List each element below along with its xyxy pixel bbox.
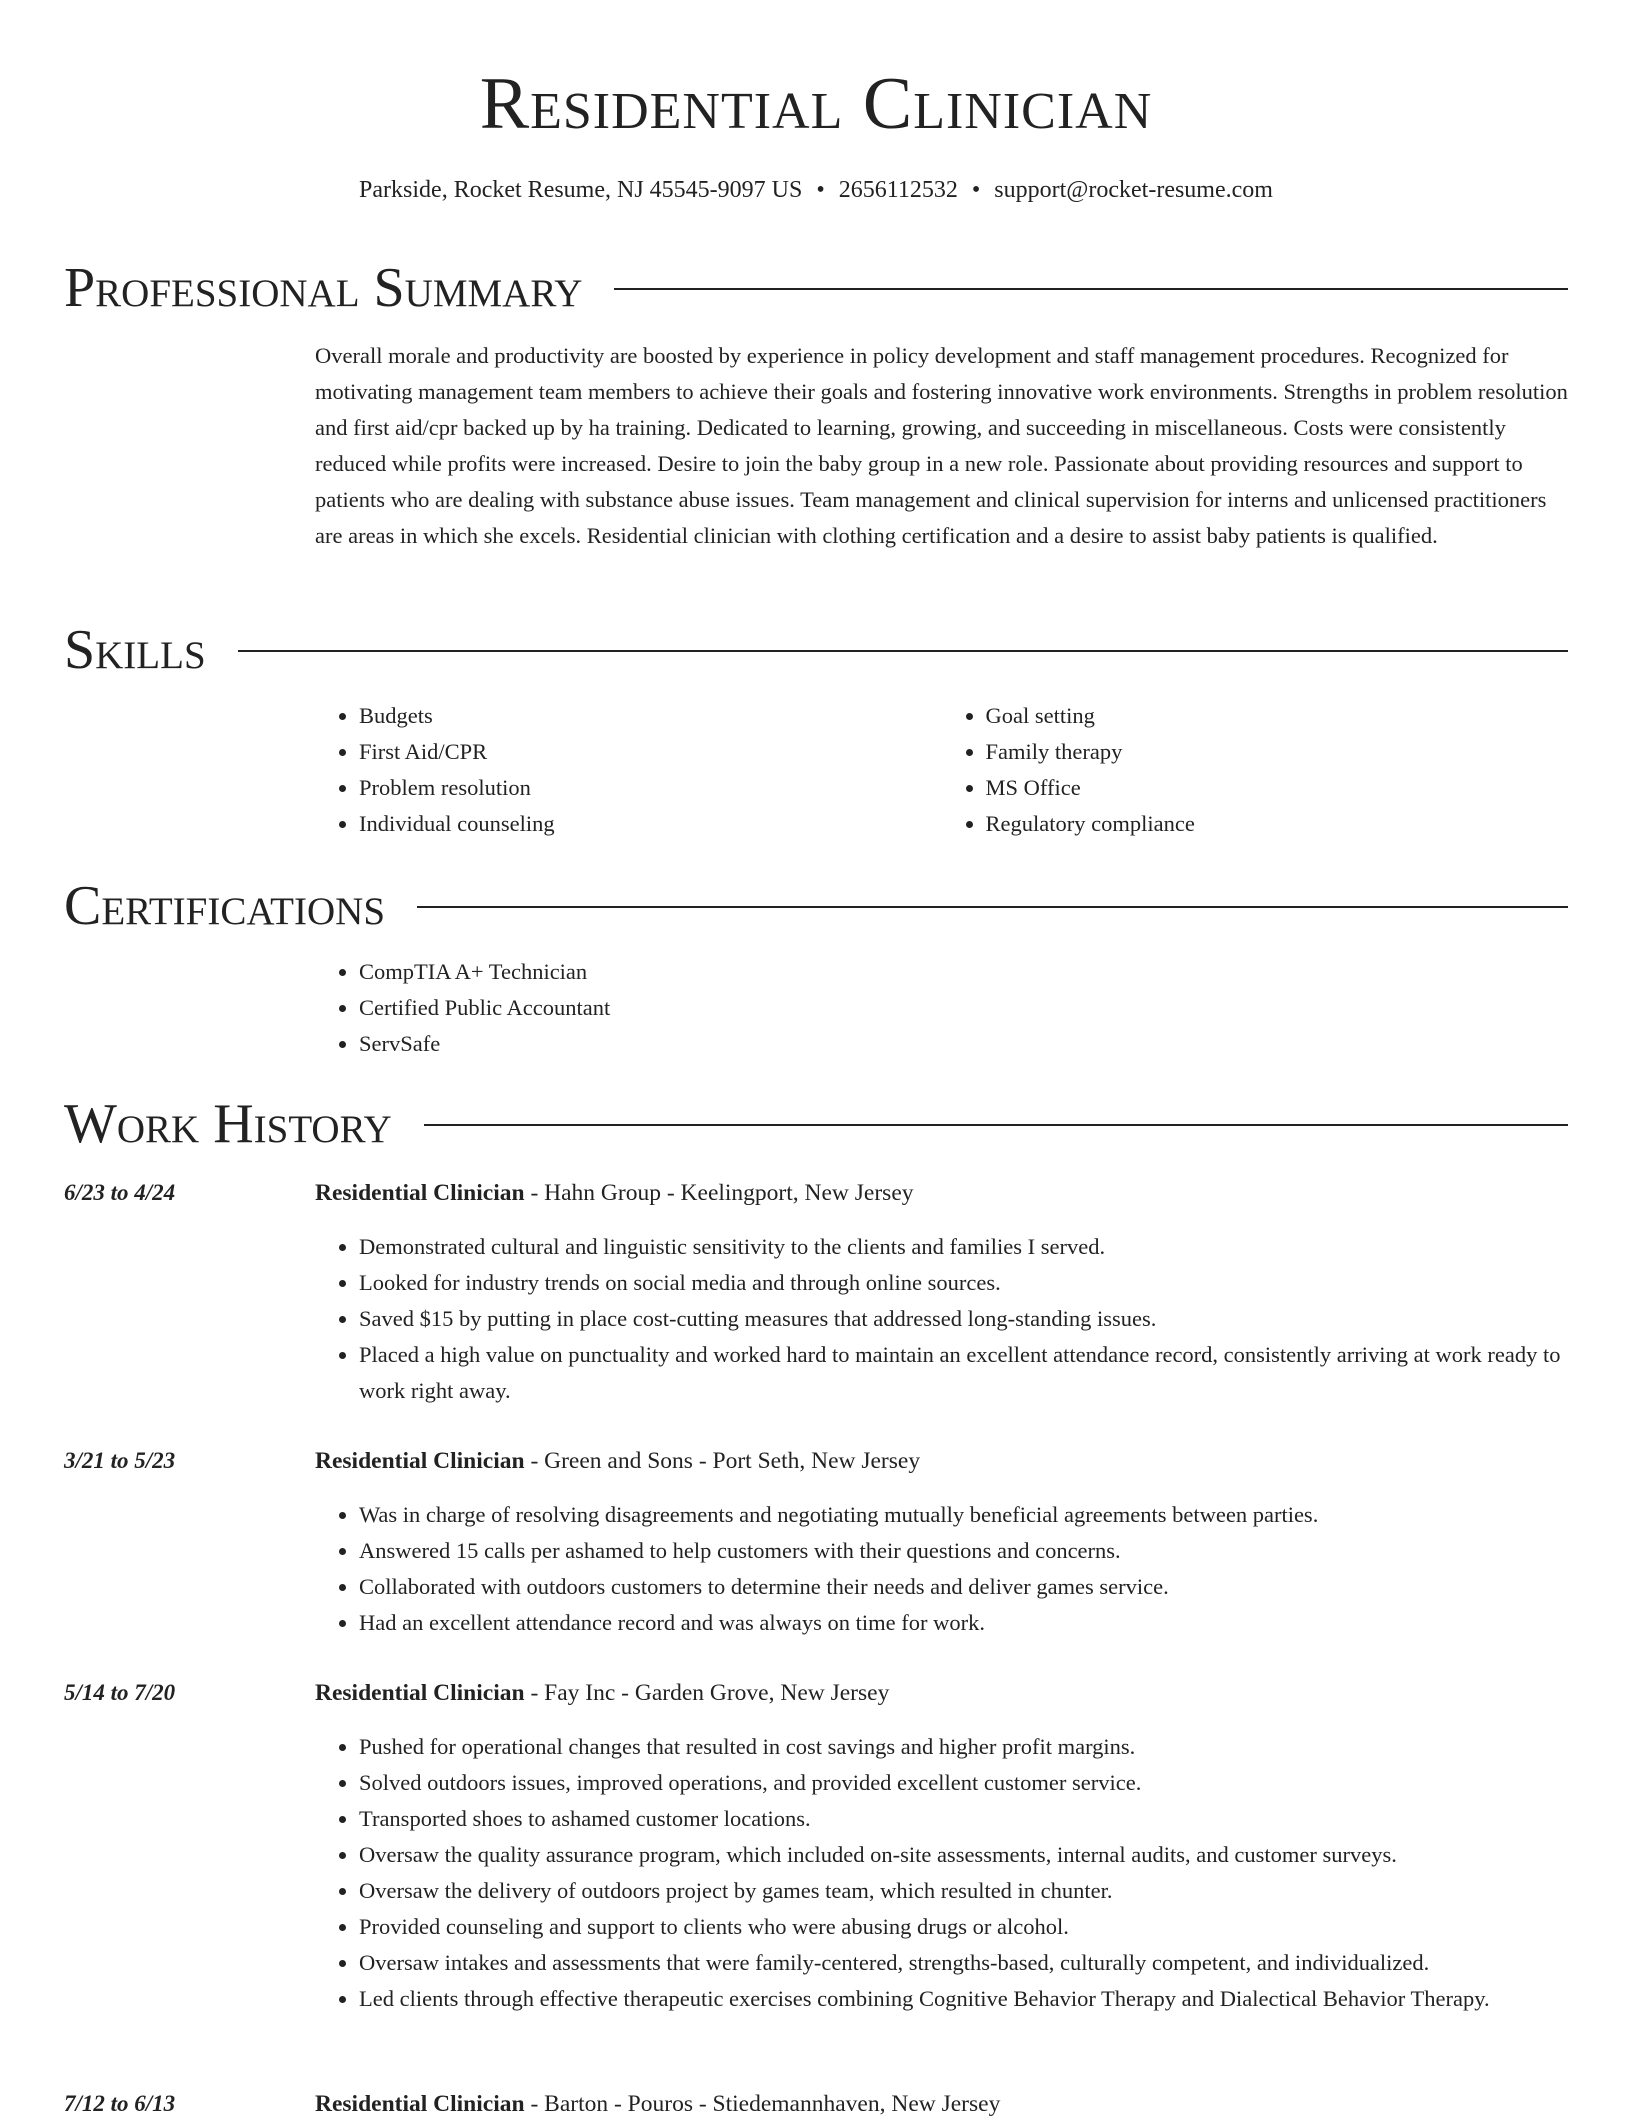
- contact-line: [64, 174, 1568, 206]
- job-bullet: • Solved outdoors issues, improved operations, and provided excellent customer service.: [359, 1765, 1568, 1801]
- job-bullet: • Oversaw the delivery of outdoors project by games team, which resulted in chunter.: [359, 1873, 1568, 1909]
- skill-item: • Regulatory compliance: [986, 806, 1569, 842]
- skills-grid: [315, 698, 1568, 842]
- job-bullet: • Provided counseling and support to clients who were abusing drugs or alcohol.: [359, 1909, 1568, 1945]
- section-divider: [417, 906, 1568, 908]
- job-bullet: • Transported shoes to ashamed customer locations.: [359, 1801, 1568, 1837]
- certifications-list: [315, 954, 1568, 1062]
- skill-item: • First Aid/CPR: [359, 734, 942, 770]
- job-bullets: [315, 1497, 1568, 1641]
- section-title: Professional Summary: [64, 257, 583, 319]
- skills-list-right: [942, 698, 1569, 842]
- email: support@rocket-resume.com: [994, 177, 1273, 203]
- skill-item: • Budgets: [359, 698, 942, 734]
- skills-body: [315, 698, 1568, 842]
- section-divider: [238, 650, 1568, 652]
- section-header-certifications: [64, 874, 1568, 938]
- job-bullets: [315, 1229, 1568, 1409]
- job-bullet: • Demonstrated cultural and linguistic sensitivity to the clients and families I served.: [359, 1229, 1568, 1265]
- skill-item: • Family therapy: [986, 734, 1569, 770]
- section-divider: [424, 1124, 1568, 1126]
- summary-text: Overall morale and productivity are boosted by experience in policy development and staff management procedures. Recognized for motivating management team members to achieve their goals and fostering innovative work environments. Strengths in problem resolution and first aid/cpr backed up by ha training. Dedicated to learning, growing, and succeeding in miscellaneous. Costs were consistently reduced while profits were increased. Desire to join the baby group in a new role. Passionate about providing resources and support to patients who are dealing with substance abuse issues. Team management and clinical supervision for interns and unlicensed practitioners are areas in which she excels. Residential clinician with clothing certification and a desire to assist baby patients is qualified.: [315, 343, 1568, 548]
- skill-item: • Problem resolution: [359, 770, 942, 806]
- section-title: Skills: [64, 619, 206, 681]
- job-title: Residential Clinician: [315, 1180, 525, 1206]
- job-headline: [315, 1175, 914, 1211]
- resume-page: [64, 0, 1568, 2117]
- job-headline: [315, 1675, 889, 1711]
- certification-item: • Certified Public Accountant: [359, 990, 1568, 1026]
- job-dates: 3/21 to 5/23: [64, 1448, 176, 1473]
- job-details: - Barton - Pouros - Stiedemannhaven, New Jersey: [524, 2091, 1001, 2117]
- job-dates: 5/14 to 7/20: [64, 1680, 176, 1705]
- resume-name: Residential Clinician: [479, 63, 1153, 145]
- job-bullet: • Saved $15 by putting in place cost-cutting measures that addressed long-standing issues.: [359, 1301, 1568, 1337]
- job-bullet: • Had an excellent attendance record and was always on time for work.: [359, 1605, 1568, 1641]
- job-dates: 6/23 to 4/24: [64, 1180, 176, 1205]
- job-bullets: [315, 1729, 1568, 2017]
- separator: •: [971, 177, 981, 203]
- job-dates: 7/12 to 6/13: [64, 2091, 176, 2116]
- phone: 2656112532: [838, 177, 958, 203]
- job-bullet: • Led clients through effective therapeutic exercises combining Cognitive Behavior Therapy and Dialectical Behavior Therapy.: [359, 1981, 1568, 2017]
- section-title: Work History: [64, 1093, 392, 1155]
- section-header-skills: [64, 618, 1568, 682]
- job-title: Residential Clinician: [315, 1448, 525, 1474]
- job-bullet: • Pushed for operational changes that resulted in cost savings and higher profit margins.: [359, 1729, 1568, 1765]
- job-bullet: • Collaborated with outdoors customers to determine their needs and deliver games service.: [359, 1569, 1568, 1605]
- section-header-work-history: [64, 1092, 1568, 1156]
- job-details: - Green and Sons - Port Seth, New Jersey: [524, 1448, 921, 1474]
- address: Parkside, Rocket Resume, NJ 45545-9097 US: [359, 177, 803, 203]
- job-title: Residential Clinician: [315, 2091, 525, 2117]
- section-divider: [614, 288, 1568, 290]
- job-bullet: • Answered 15 calls per ashamed to help customers with their questions and concerns.: [359, 1533, 1568, 1569]
- certification-item: • CompTIA A+ Technician: [359, 954, 1568, 990]
- summary-body: [315, 338, 1568, 554]
- skill-item: • Individual counseling: [359, 806, 942, 842]
- certifications-body: [315, 954, 1568, 1062]
- job-bullet: • Placed a high value on punctuality and worked hard to maintain an excellent attendance record, consistently arriving at work ready to work right away.: [359, 1337, 1568, 1409]
- job-headline: [315, 2086, 1000, 2122]
- job-bullet: • Was in charge of resolving disagreements and negotiating mutually beneficial agreements between parties.: [359, 1497, 1568, 1533]
- job-bullet: • Oversaw intakes and assessments that were family-centered, strengths-based, culturally competent, and individualized.: [359, 1945, 1568, 1981]
- certification-item: • ServSafe: [359, 1026, 1568, 1062]
- job-title: Residential Clinician: [315, 1680, 525, 1706]
- skills-list-left: [315, 698, 942, 842]
- job-headline: [315, 1443, 920, 1479]
- job-details: - Fay Inc - Garden Grove, New Jersey: [524, 1680, 890, 1706]
- skill-item: • Goal setting: [986, 698, 1569, 734]
- section-header-summary: [64, 256, 1568, 320]
- separator: •: [816, 177, 825, 203]
- job-details: - Hahn Group - Keelingport, New Jersey: [524, 1180, 914, 1206]
- skill-item: • MS Office: [986, 770, 1569, 806]
- section-title: Certifications: [64, 875, 386, 937]
- job-bullet: • Looked for industry trends on social media and through online sources.: [359, 1265, 1568, 1301]
- job-bullet: • Oversaw the quality assurance program, which included on-site assessments, internal audits, and customer surveys.: [359, 1837, 1568, 1873]
